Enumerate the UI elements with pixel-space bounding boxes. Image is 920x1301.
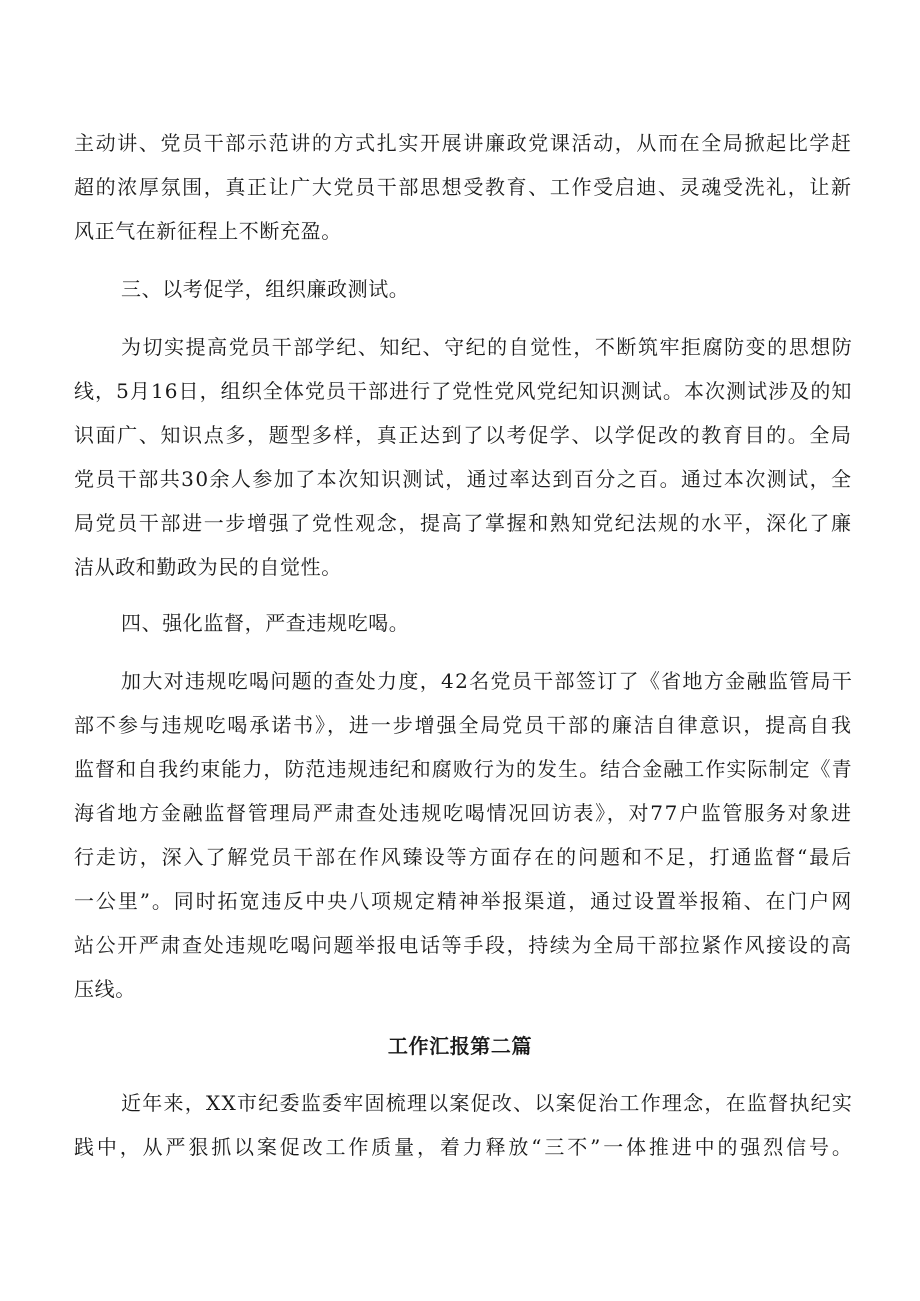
paragraph-1-line-2: 超的浓厚氛围，真正让广大党员干部思想受教育、工作受启迪、灵魂受洗礼，让新: [74, 175, 853, 199]
paragraph-2-line-6: 洁从政和勤政为民的自觉性。: [74, 555, 342, 579]
paragraph-3-line-8: 压线。: [74, 977, 136, 1001]
paragraph-1-line-1: 主动讲、党员干部示范讲的方式扎实开展讲廉政党课活动，从而在全局掀起比学赶: [74, 131, 853, 155]
paragraph-3-line-2: 部不参与违规吃喝承诺书》，进一步增强全局党员干部的廉洁自律意识，提高自我: [74, 713, 853, 737]
paragraph-2-line-5: 局党员干部进一步增强了党性观念，提高了掌握和熟知党纪法规的水平，深化了廉: [74, 511, 853, 535]
paragraph-3-line-3: 监督和自我约束能力，防范违规违纪和腐败行为的发生。结合金融工作实际制定《青: [74, 757, 853, 781]
paragraph-1-line-3: 风正气在新征程上不断充盈。: [74, 219, 342, 243]
paragraph-3-line-7: 站公开严肃查处违规吃喝问题举报电话等手段，持续为全局干部拉紧作风接设的高: [74, 933, 853, 957]
heading-section-3: 三、以考促学，组织廉政测试。: [121, 277, 410, 301]
paragraph-4-line-1: 近年来，XX市纪委监委牢固梳理以案促改、以案促治工作理念，在监督执纪实: [121, 1091, 854, 1115]
paragraph-2-line-1: 为切实提高党员干部学纪、知纪、守纪的自觉性，不断筑牢拒腐防变的思想防: [121, 335, 854, 359]
paragraph-3-line-4: 海省地方金融监督管理局严肃查处违规吃喝情况回访表》，对77户监管服务对象进: [74, 801, 853, 825]
paragraph-2-line-3: 识面广、知识点多，题型多样，真正达到了以考促学、以学促改的教育目的。全局: [74, 423, 853, 447]
paragraph-3-line-6: 一公里”。同时拓宽违反中央八项规定精神举报渠道，通过设置举报箱、在门户网: [74, 889, 854, 913]
paragraph-2-line-4: 党员干部共30余人参加了本次知识测试，通过率达到百分之百。通过本次测试，全: [74, 467, 853, 491]
section-title: 工作汇报第二篇: [387, 1034, 533, 1058]
paragraph-4-line-2: 践中，从严狠抓以案促改工作质量，着力释放“三不”一体推进中的强烈信号。: [74, 1135, 855, 1159]
paragraph-2-line-2: 线，5月16日，组织全体党员干部进行了党性党风党纪知识测试。本次测试涉及的知: [74, 379, 853, 403]
heading-section-4: 四、强化监督，严查违规吃喝。: [121, 611, 410, 635]
paragraph-3-line-1: 加大对违规吃喝问题的查处力度，42名党员干部签订了《省地方金融监管局干: [121, 669, 854, 693]
paragraph-3-line-5: 行走访，深入了解党员干部在作风臻设等方面存在的问题和不足，打通监督“最后: [74, 845, 854, 869]
